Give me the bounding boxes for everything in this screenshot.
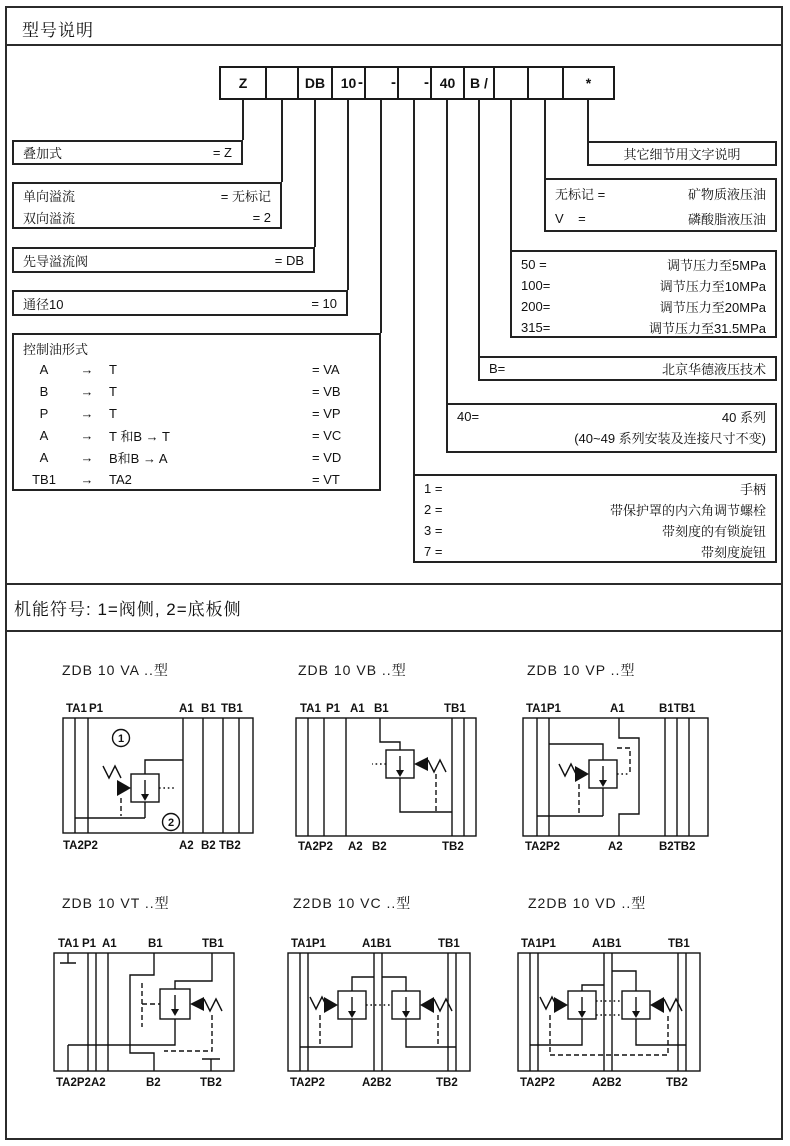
port-label: A2B2: [592, 1077, 622, 1089]
adjust-code: 3 =: [424, 523, 443, 538]
pressure-value: 调节压力至5MPa: [667, 258, 766, 273]
control-to: T 和B → T: [109, 428, 170, 444]
relief-valve-symbol: [75, 760, 183, 818]
control-row-vc: [14, 424, 379, 446]
fluid-value: 磷酸脂液压油: [687, 211, 766, 227]
port-label: B2: [146, 1077, 161, 1089]
port-label: P1: [89, 703, 104, 715]
port-label: A2: [608, 841, 623, 853]
pressure-code: 200=: [521, 299, 551, 314]
port-label: TB2: [200, 1077, 222, 1089]
connector-brand: [478, 100, 480, 356]
pressure-value: 调节压力至10MPa: [659, 279, 766, 294]
box-size: [12, 290, 348, 316]
model-cell-10: 10: [331, 66, 366, 100]
series-code: 40=: [457, 409, 480, 424]
pressure-code: 100=: [521, 278, 551, 293]
series-note: (40~49 系列安装及连接尺寸不变): [574, 431, 766, 446]
pilot-value: = DB: [274, 252, 304, 268]
model-cell-b: B /: [463, 66, 495, 100]
adjust-code: 7 =: [424, 544, 443, 559]
control-row-va: [14, 358, 379, 380]
other-details-label: 其它细节用文字说明: [623, 147, 741, 162]
series-row: [448, 405, 775, 428]
valve-envelope: [518, 953, 700, 1071]
dash-separator-1: -: [358, 74, 363, 91]
connector-z: [242, 100, 244, 140]
port-label: A2B2: [362, 1077, 392, 1089]
control-value: = VC: [312, 427, 342, 443]
badge-2-label: 2: [167, 817, 175, 829]
control-value: = VT: [312, 471, 340, 487]
pilot-dashed-loop: [550, 1015, 668, 1055]
port-label: TB1: [438, 938, 460, 950]
control-value: = VB: [312, 383, 341, 399]
schematic-z2db10vd: [508, 933, 713, 1101]
control-row-vb: [14, 380, 379, 402]
diagram-title-vt: ZDB 10 VT ..型: [62, 895, 170, 911]
port-label: A1: [610, 703, 625, 715]
model-cell-z: Z: [219, 66, 267, 100]
control-value: = VA: [312, 361, 340, 377]
port-lines: [75, 718, 239, 833]
adjust-value: 带保护罩的内六角调节螺栓: [609, 503, 766, 518]
port-label: TA2P2: [63, 840, 98, 852]
stacked-label: 叠加式: [23, 146, 63, 161]
port-label: TA1P1: [526, 703, 561, 715]
diagram-title-vp: ZDB 10 VP ..型: [527, 662, 636, 678]
valve-envelope: [63, 718, 253, 833]
pressure-row: [512, 317, 775, 338]
model-cell-40: 40: [430, 66, 465, 100]
size-value: = 10: [311, 295, 337, 311]
plugged-port-top: [60, 953, 76, 963]
port-lines: [88, 953, 108, 1071]
box-other-details: [587, 141, 777, 166]
box-overflow: [12, 182, 282, 229]
adjust-row: [415, 541, 775, 562]
diagram-title-vb: ZDB 10 VB ..型: [298, 662, 407, 678]
port-label: TB1: [202, 938, 224, 950]
port-label: TA1: [58, 938, 79, 950]
control-to: TA2: [109, 471, 132, 487]
schematic-zdb10va: [55, 696, 260, 864]
control-row-vp: [14, 402, 379, 424]
box-adjust: [413, 474, 777, 563]
plugged-port-bottom: [202, 1059, 220, 1071]
schematic-z2db10vc: [278, 933, 483, 1101]
overflow-row: [14, 184, 280, 207]
port-label: TA2P2: [525, 841, 560, 853]
connector-db: [314, 100, 316, 247]
valve-envelope: [523, 718, 708, 836]
pressure-value: 调节压力至20MPa: [659, 300, 766, 315]
diagram-title-vc: Z2DB 10 VC ..型: [293, 895, 412, 911]
fluid-row: [546, 206, 775, 230]
overflow-row: [14, 207, 280, 228]
arrow-icon: →: [80, 471, 94, 487]
arrow-icon: →: [80, 449, 94, 465]
port-label: A1B1: [592, 938, 622, 950]
connector-control: [380, 100, 382, 333]
port-label: A1: [179, 703, 194, 715]
port-label: A1B1: [362, 938, 392, 950]
port-lines: [537, 718, 689, 836]
control-from: A: [39, 449, 49, 465]
port-label: TA2P2: [298, 841, 333, 853]
arrow-icon: →: [80, 427, 94, 443]
port-label: A1: [102, 938, 117, 950]
pilot-label: 先导溢流阀: [23, 253, 89, 269]
port-label: B2TB2: [659, 841, 696, 853]
relief-valve-symbol-left: [300, 977, 374, 1047]
page-title: 型号说明: [22, 21, 94, 40]
diagram-title-va: ZDB 10 VA ..型: [62, 662, 169, 678]
series-value: 40 系列: [721, 410, 766, 425]
port-label: TB2: [666, 1077, 688, 1089]
port-label: A2: [179, 840, 194, 852]
control-from: A: [39, 427, 49, 443]
port-label: TB1: [444, 703, 466, 715]
model-cell-blank4: [493, 66, 529, 100]
symbols-section-title: 机能符号: 1=阀侧, 2=底板侧: [14, 600, 242, 619]
fluid-code: 无标记 =: [555, 186, 606, 202]
fluid-row: [546, 180, 775, 206]
box-pressure: [510, 250, 777, 338]
connector-fluid: [544, 100, 546, 178]
control-title: 控制油形式: [23, 342, 89, 357]
control-from: A: [39, 361, 49, 377]
schematic-zdb10vt: [42, 933, 257, 1101]
brand-code: B=: [489, 361, 506, 376]
relief-valve-symbol-right: [382, 977, 456, 1047]
valve-envelope: [288, 953, 470, 1071]
port-label: B1: [148, 938, 163, 950]
overflow-1way-label: 单向溢流: [23, 189, 76, 204]
connector-2way: [281, 100, 283, 182]
size-label: 通径10: [23, 296, 64, 312]
brand-value: 北京华德液压技术: [661, 362, 766, 377]
fluid-value: 矿物质液压油: [687, 186, 766, 202]
control-value: = VD: [312, 449, 342, 465]
control-from: B: [39, 383, 49, 399]
box-fluid: [544, 178, 777, 232]
adjust-value: 带刻度的有锁旋钮: [661, 524, 766, 539]
pressure-row: [512, 254, 775, 275]
arrow-icon: →: [80, 361, 94, 377]
model-cell-blank5: [527, 66, 564, 100]
port-label: TB1: [668, 938, 690, 950]
model-cell-star: *: [562, 66, 615, 100]
relief-valve-symbol: [537, 744, 630, 816]
box-brand: [478, 356, 777, 381]
arrow-icon: →: [80, 405, 94, 421]
control-from: P: [39, 405, 49, 421]
box-control-oil: [12, 333, 381, 491]
a-port-jog: [619, 718, 639, 836]
control-from: TB1: [32, 471, 56, 487]
box-pilot-valve: [12, 247, 315, 273]
arrow-icon: →: [80, 383, 94, 399]
model-cell-blank1: [265, 66, 299, 100]
control-row-vt: [14, 468, 379, 490]
overflow-2way-value: = 2: [252, 210, 271, 225]
control-row-vd: [14, 446, 379, 468]
model-code-row: [219, 66, 615, 100]
connector-series: [446, 100, 448, 403]
symbols-band-bottom: [5, 630, 783, 632]
pilot-dotted-lines: [596, 1001, 622, 1015]
control-to: T: [109, 405, 117, 421]
port-label: TA1: [66, 703, 87, 715]
port-label: TA1: [300, 703, 321, 715]
port-label: B2: [372, 841, 387, 853]
schematic-zdb10vb: [288, 696, 488, 864]
model-cell-db: DB: [297, 66, 333, 100]
port-label: B1: [374, 703, 389, 715]
port-label: A2: [348, 841, 363, 853]
stacked-value: = Z: [212, 145, 232, 160]
adjust-value: 手柄: [739, 482, 766, 497]
port-label: B1: [201, 703, 216, 715]
relief-valve-symbol-right: [612, 971, 686, 1045]
title-separator: [5, 44, 783, 46]
control-to: T: [109, 361, 117, 377]
port-label: TA2P2: [290, 1077, 325, 1089]
connector-adjust: [413, 100, 415, 474]
pressure-row: [512, 275, 775, 296]
control-to: T: [109, 383, 117, 399]
port-label: TB2: [442, 841, 464, 853]
control-to: B和B → A: [109, 450, 168, 466]
badge-1-label: 1: [117, 733, 125, 745]
port-label: TB2: [436, 1077, 458, 1089]
adjust-code: 1 =: [424, 481, 443, 496]
port-label: B2: [201, 840, 216, 852]
port-label: P1: [82, 938, 97, 950]
relief-valve-symbol: [372, 718, 452, 812]
relief-valve-symbol-left: [530, 985, 604, 1045]
connector-pressure: [510, 100, 512, 250]
pressure-value: 调节压力至31.5MPa: [648, 321, 766, 336]
adjust-code: 2 =: [424, 502, 443, 517]
fluid-code: V =: [555, 210, 586, 226]
schematic-zdb10vp: [513, 696, 718, 864]
port-label: TA1P1: [291, 938, 326, 950]
box-stacked: [12, 140, 243, 165]
port-label: B1TB1: [659, 703, 696, 715]
dash-separator-2: -: [391, 74, 396, 91]
pressure-row: [512, 296, 775, 317]
control-value: = VP: [312, 405, 341, 421]
dash-separator-3: -: [424, 74, 429, 91]
port-label: TA2P2: [520, 1077, 555, 1089]
port-label: TB2: [219, 840, 241, 852]
port-label: TA2P2A2: [56, 1077, 106, 1089]
symbols-band-top: [5, 583, 783, 585]
adjust-row: [415, 499, 775, 520]
port-label: TA1P1: [521, 938, 556, 950]
overflow-1way-value: = 无标记: [220, 189, 271, 204]
overflow-2way-label: 双向溢流: [23, 211, 76, 226]
box-series: [446, 403, 777, 453]
adjust-value: 带刻度旋钮: [700, 545, 766, 560]
connector-other: [587, 100, 589, 141]
connector-size: [347, 100, 349, 290]
port-label: A1: [350, 703, 365, 715]
pressure-code: 50 =: [521, 257, 547, 272]
pressure-code: 315=: [521, 320, 551, 335]
port-label: TB1: [221, 703, 243, 715]
diagram-title-vd: Z2DB 10 VD ..型: [528, 895, 647, 911]
port-label: P1: [326, 703, 341, 715]
adjust-row: [415, 520, 775, 541]
adjust-row: [415, 478, 775, 499]
